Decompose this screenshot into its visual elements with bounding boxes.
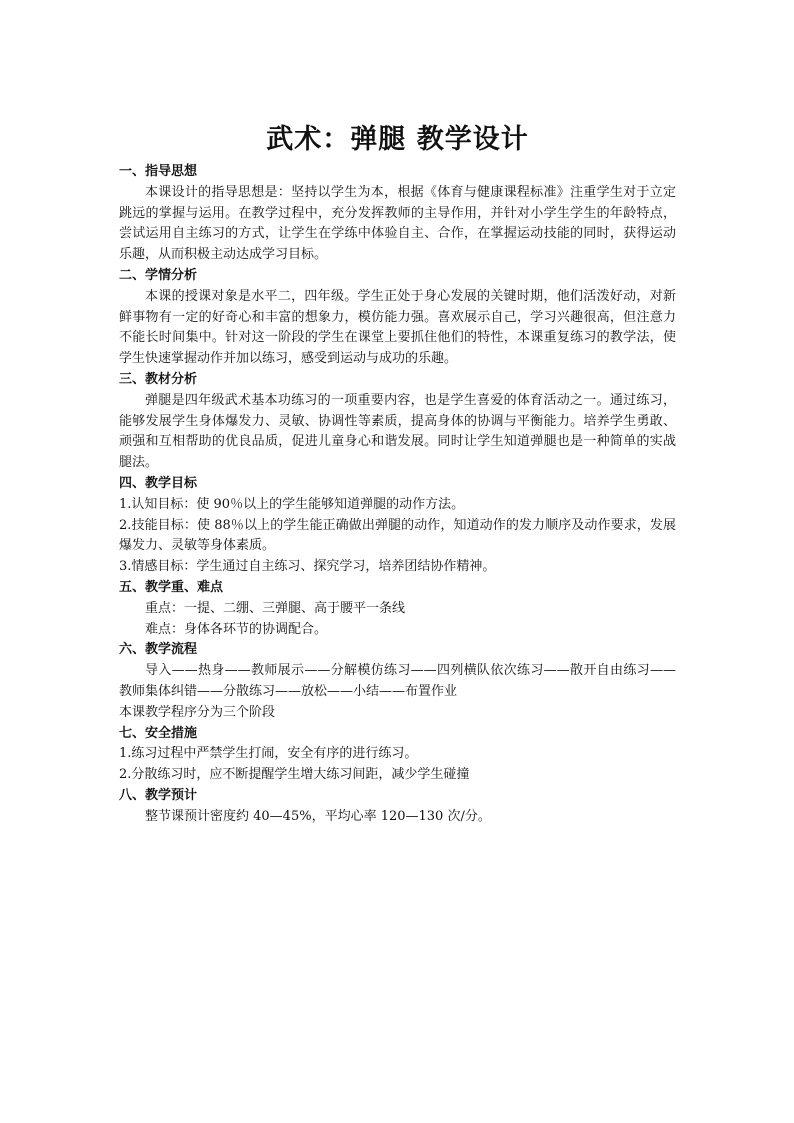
section-heading-teaching-goals: 四、教学目标 (119, 475, 198, 491)
section-heading-expectation: 八、教学预计 (119, 787, 198, 803)
teaching-flow-steps: 导入——热身——教师展示——分解模仿练习——四列横队依次练习——散开自由练习——教师集体纠错——分散练习——放松——小结——布置作业 (119, 663, 676, 699)
section-heading-key-points: 五、教学重、难点 (119, 579, 224, 595)
teaching-flow-stages: 本课教学程序分为三个阶段 (119, 704, 276, 720)
section-heading-guiding-ideology: 一、指导思想 (119, 164, 198, 179)
section-heading-teaching-flow: 六、教学流程 (119, 642, 198, 658)
safety-item-2: 2.分散练习时，应不断提醒学生增大练习间距，减少学生碰撞 (119, 767, 470, 783)
goal-skill: 2.技能目标：使 88％以上的学生能正确做出弹腿的动作，知道动作的发力顺序及动作要求，发展爆发力、灵敏等身体素质。 (119, 517, 676, 554)
goal-cognitive: 1.认知目标：使 90％以上的学生能够知道弹腿的动作方法。 (119, 496, 465, 512)
section-heading-material-analysis: 三、教材分析 (119, 371, 198, 387)
document-body (119, 120, 676, 828)
page-title: 武术：弹腿 教学设计 (266, 124, 529, 155)
section-heading-student-analysis: 二、学情分析 (119, 267, 198, 283)
safety-item-1: 1.练习过程中严禁学生打闹，安全有序的进行练习。 (119, 746, 418, 762)
paragraph-guiding-ideology: 本课设计的指导思想是：坚持以学生为本，根据《体育与健康课程标准》注重学生对于立定跳远的掌握与运用。在教学过程中，充分发挥教师的主导作用，并针对小学生学生的年龄特点，尝试运用自主练习的方式，让学生在学练中体验自主、合作，在掌握运动技能的同时，获得运动乐趣，从而积极主动达成学习目标。 (119, 184, 676, 263)
goal-emotional: 3.情感目标：学生通过自主练习、探究学习，培养团结协作精神。 (119, 559, 496, 575)
key-point: 重点：一提、二绷、三弹腿、高于腰平一条线 (145, 600, 406, 616)
paragraph-expectation: 整节课预计密度约 40—45%，平均心率 120—130 次/分。 (145, 808, 491, 824)
paragraph-material-analysis: 弹腿是四年级武术基本功练习的一项重要内容，也是学生喜爱的体育活动之一。通过练习，能够发展学生身体爆发力、灵敏、协调性等素质，提高身体的协调与平衡能力。培养学生勇敢、顽强和互相帮助的优良品质，促进儿童身心和谐发展。同时让学生知道弹腿也是一种简单的实战腿法。 (119, 392, 676, 471)
section-heading-safety: 七、安全措施 (119, 725, 198, 741)
difficult-point: 难点：身体各环节的协调配合。 (145, 621, 328, 637)
paragraph-student-analysis: 本课的授课对象是水平二，四年级。学生正处于身心发展的关键时期，他们活泼好动，对新鲜事物有一定的好奇心和丰富的想象力，模仿能力强。喜欢展示自己，学习兴趣很高，但注意力不能长时间集中。针对这一阶段的学生在课堂上要抓住他们的特性，本课重复练习的教学法，使学生快速掌握动作并加以练习，感受到运动与成功的乐趣。 (119, 288, 676, 367)
